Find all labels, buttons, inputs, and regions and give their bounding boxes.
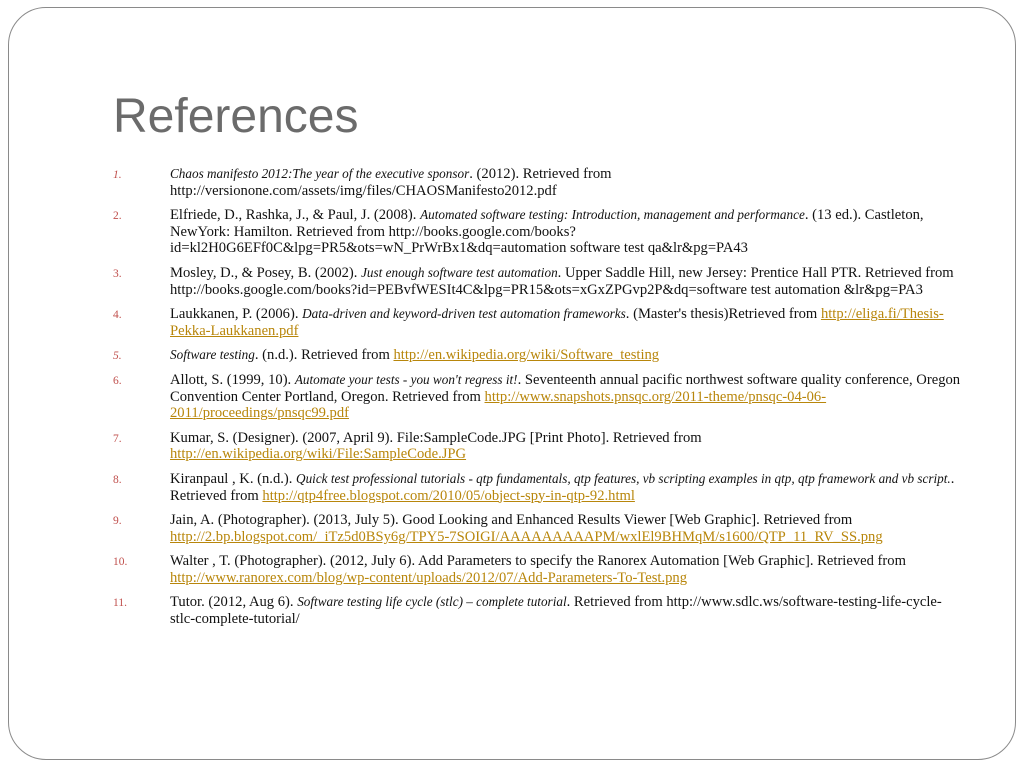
reference-title: Automated software testing: Introduction, management and performance xyxy=(420,207,805,223)
reference-text: . Upper Saddle Hill, new Jersey: Prentice Hall PTR. Retrieved from http://books.google.com/books?id=PEBvfWESIt4C&lpg=PR15&ots=xGxZPGvp2P&dq=software test automation &lr&pg=PA3 xyxy=(170,264,954,298)
reference-link[interactable]: http://en.wikipedia.org/wiki/Software_testing xyxy=(393,347,660,364)
reference-text: Kiranpaul , K. (n.d.). xyxy=(170,470,297,487)
reference-title: Quick test professional tutorials - qtp fundamentals, qtp features, vb scripting examples in qtp, qtp framework and vb script. xyxy=(296,470,951,486)
reference-number: 7. xyxy=(113,432,122,445)
reference-number: 8. xyxy=(113,473,122,486)
reference-number: 1. xyxy=(113,169,122,181)
reference-text: . Retrieved from xyxy=(170,470,955,504)
reference-text: Tutor. (2012, Aug 6). xyxy=(170,594,298,611)
reference-title: Automate your tests - you won't regress it! xyxy=(294,371,518,387)
reference-title: Software testing xyxy=(170,347,255,363)
reference-number: 4. xyxy=(113,309,122,322)
reference-item xyxy=(113,372,963,422)
reference-item xyxy=(113,166,963,199)
reference-item xyxy=(113,207,963,257)
reference-link[interactable]: http://en.wikipedia.org/wiki/File:SampleCode.JPG xyxy=(170,446,467,463)
reference-link[interactable]: http://www.snapshots.pnsqc.org/2011-theme/pnsqc-04-06-2011/proceedings/pnsqc99.pdf xyxy=(170,388,827,422)
reference-text: Allott, S. (1999, 10). xyxy=(170,371,295,388)
reference-text: . (13 ed.). Castleton, NewYork: Hamilton. Retrieved from http://books.google.com/books?id=kl2H0G6EFf0C&lpg=PR5&ots=wN_PrWrBx1&dq=automation software test qa&lr&pg=PA43 xyxy=(170,207,924,257)
reference-text: Laukkanen, P. (2006). xyxy=(170,306,303,323)
reference-text: . Retrieved from http://www.sdlc.ws/software-testing-life-cycle-stlc-complete-tutorial/ xyxy=(170,594,942,628)
reference-title: Chaos manifesto 2012:The year of the executive sponsor xyxy=(170,166,470,181)
reference-item xyxy=(113,471,963,504)
reference-text: Walter , T. (Photographer). (2012, July 6). Add Parameters to specify the Ranorex Automation [Web Graphic]. Retrieved from xyxy=(170,553,906,570)
reference-item xyxy=(113,347,963,364)
reference-number: 6. xyxy=(113,374,122,387)
reference-item xyxy=(113,430,963,463)
slide-title: References xyxy=(113,90,359,143)
reference-number: 10. xyxy=(113,556,128,569)
reference-list xyxy=(113,166,963,636)
reference-item xyxy=(113,512,963,545)
reference-title: Data-driven and keyword-driven test automation frameworks xyxy=(302,306,626,322)
reference-link[interactable]: http://eliga.fi/Thesis-Pekka-Laukkanen.pdf xyxy=(170,306,944,339)
reference-text: . (n.d.). Retrieved from xyxy=(254,347,394,364)
reference-text: . Seventeenth annual pacific northwest software quality conference, Oregon Convention Center Portland, Oregon. Retrieved from xyxy=(170,371,961,405)
reference-title: Just enough software test automation xyxy=(361,264,558,280)
reference-link[interactable]: http://2.bp.blogspot.com/_iTz5d0BSy6g/TPY5-7SOIGI/AAAAAAAAAPM/wxlEl9BHMqM/s1600/QTP_11_RV_SS.png xyxy=(170,528,883,545)
reference-item xyxy=(113,265,963,298)
reference-text: Kumar, S. (Designer). (2007, April 9). File:SampleCode.JPG [Print Photo]. Retrieved from xyxy=(170,429,702,446)
reference-number: 9. xyxy=(113,515,122,528)
reference-text: Elfriede, D., Rashka, J., & Paul, J. (2008). xyxy=(170,207,421,224)
reference-text: . (Master's thesis)Retrieved from xyxy=(625,306,821,323)
reference-text: . (2012). Retrieved from http://versionone.com/assets/img/files/CHAOSManifesto2012.pdf xyxy=(170,166,612,199)
reference-item xyxy=(113,594,963,627)
reference-number: 3. xyxy=(113,267,122,280)
reference-title: Software testing life cycle (stlc) – complete tutorial xyxy=(297,594,567,610)
reference-number: 2. xyxy=(113,210,122,223)
reference-item xyxy=(113,306,963,339)
reference-number: 11. xyxy=(113,597,127,610)
reference-number: 5. xyxy=(113,350,122,363)
reference-text: Jain, A. (Photographer). (2013, July 5). Good Looking and Enhanced Results Viewer [Web Graphic]. Retrieved from xyxy=(170,512,853,529)
reference-link[interactable]: http://qtp4free.blogspot.com/2010/05/object-spy-in-qtp-92.html xyxy=(262,487,635,504)
reference-item xyxy=(113,553,963,586)
reference-link[interactable]: http://www.ranorex.com/blog/wp-content/uploads/2012/07/Add-Parameters-To-Test.png xyxy=(170,569,688,586)
reference-text: Mosley, D., & Posey, B. (2002). xyxy=(170,264,362,281)
